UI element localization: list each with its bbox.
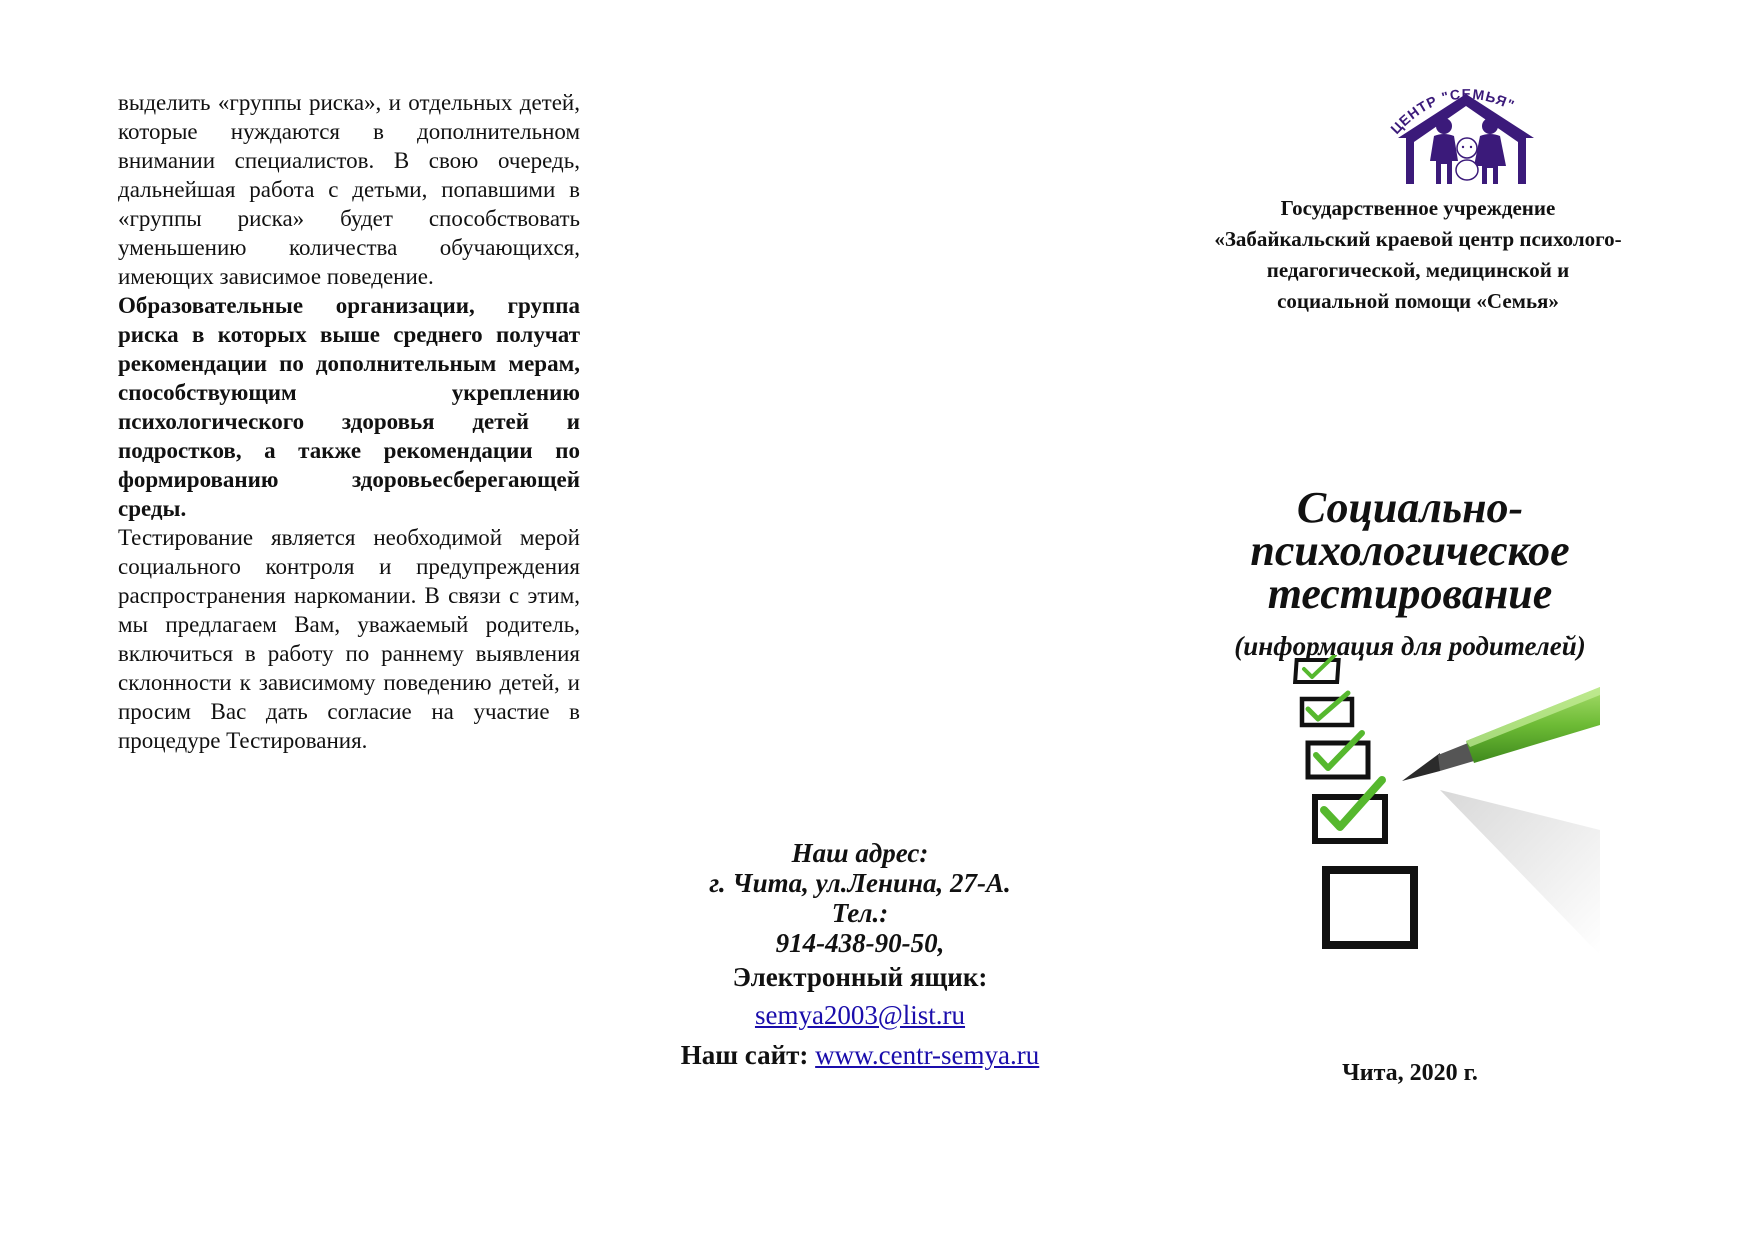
address-label: Наш адрес: [791,838,929,868]
email-link[interactable]: semya2003@list.ru [754,1000,966,1030]
paragraph-testing-consent: Тестирование является необходимой мерой социального контроля и предупреждения распространения наркомании. В связи с этим, мы предлагаем Вам, уважаемый родитель, включиться в работу по раннему выявления склонности к зависимому поведению детей, и просим Вас дать согласие на участие в процедуре Тестирования. [118,525,580,753]
org-line-4: социальной помощи «Семья» [1277,289,1559,313]
site-line [640,1036,1080,1074]
brochure-title [1170,483,1650,618]
site-link[interactable]: www.centr-semya.ru [815,1040,1040,1070]
email-label: Электронный ящик: [732,962,988,992]
phone-number: 914-438-90-50, [775,928,945,958]
city-year: Чита, 2020 г. [1342,1060,1478,1086]
title-line-2: психологическое [1250,526,1570,575]
logo-text: ЦЕНТР "СЕМЬЯ" [1387,86,1518,137]
checkbox-group [1295,660,1414,945]
paragraph-risk-groups: выделить «группы риска», и отдельных детей, которые нуждаются в дополнительном внимании специалистов. В свою очередь, дальнейшая работа с детьми, попавшими в «группы риска» будет способствовать уменьшению количества обучающихся, имеющих зависимое поведение. [118,90,580,289]
paragraph-recommendations: Образовательные организации, группа риска в которых выше среднего получат рекомендации по дополнительным мерам, способствующим укреплению психологического здоровья детей и подростков, а также рекомендации по формированию здоровьесберегающей среды. [118,293,580,521]
checklist-pen-illustration [1290,655,1600,970]
brochure-subtitle: (информация для родителей) [1234,631,1586,661]
contacts-block [640,838,1080,1074]
organization-name [1178,193,1658,317]
title-line-1: Социально- [1296,483,1524,532]
org-line-2: «Забайкальский краевой центр психолого- [1214,227,1622,251]
pen-icon [1402,687,1600,781]
title-line-3: тестирование [1267,569,1553,618]
phone-label: Тел.: [831,898,889,928]
center-semya-logo [1386,86,1546,186]
org-line-3: педагогической, медицинской и [1266,258,1570,282]
site-label: Наш сайт: [680,1040,809,1070]
org-line-1: Государственное учреждение [1280,196,1556,220]
left-text-column [118,88,580,755]
address: г. Чита, ул.Ленина, 27-А. [709,868,1011,898]
